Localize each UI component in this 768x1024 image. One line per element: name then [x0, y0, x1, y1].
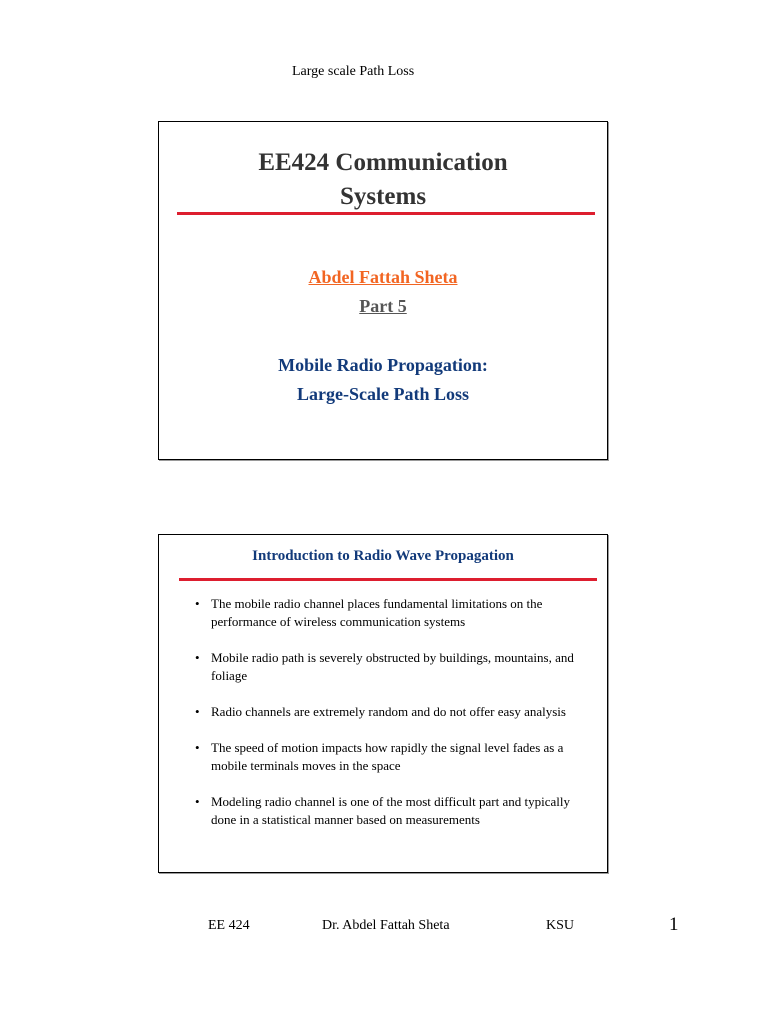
title-divider [177, 212, 595, 215]
footer-author: Dr. Abdel Fattah Sheta [322, 918, 450, 933]
bullet-item [185, 793, 585, 829]
bullet-text: Modeling radio channel is one of the most difficult part and typically done in a statistical manner based on measurements [211, 794, 570, 827]
bullet-dot-icon: • [195, 704, 200, 719]
bullet-dot-icon: • [195, 650, 200, 665]
bullet-item [185, 649, 585, 685]
slide-subtitle [159, 351, 607, 409]
bullet-item [185, 739, 585, 775]
bullet-dot-icon: • [195, 596, 200, 611]
bullet-text: Mobile radio path is severely obstructed by buildings, mountains, and foliage [211, 650, 574, 683]
slide-part: Part 5 [359, 296, 407, 316]
subtitle-line-1: Mobile Radio Propagation: [278, 355, 488, 375]
footer-course: EE 424 [208, 918, 250, 933]
footer-institution: KSU [546, 918, 575, 933]
bullet-item [185, 703, 585, 721]
bullet-text: The mobile radio channel places fundamental limitations on the performance of wireless communication systems [211, 596, 543, 629]
bullet-dot-icon: • [195, 794, 200, 809]
intro-slide [158, 534, 608, 873]
slide-title [159, 146, 607, 214]
bullet-dot-icon: • [195, 740, 200, 755]
bullet-item [185, 595, 585, 631]
page-number: 1 [669, 914, 679, 935]
bullet-text: Radio channels are extremely random and do not offer easy analysis [211, 704, 566, 719]
bullet-text: The speed of motion impacts how rapidly the signal level fades as a mobile terminals moves in the space [211, 740, 564, 773]
subtitle-line-2: Large-Scale Path Loss [297, 384, 469, 404]
slide-heading: Introduction to Radio Wave Propagation [252, 548, 514, 564]
title-slide [158, 121, 608, 460]
heading-divider [179, 578, 597, 581]
slide-title-text: EE424 Communication Systems [258, 149, 508, 210]
bullet-list [185, 595, 585, 847]
running-header: Large scale Path Loss [292, 64, 415, 79]
slide-author: Abdel Fattah Sheta [308, 267, 458, 287]
